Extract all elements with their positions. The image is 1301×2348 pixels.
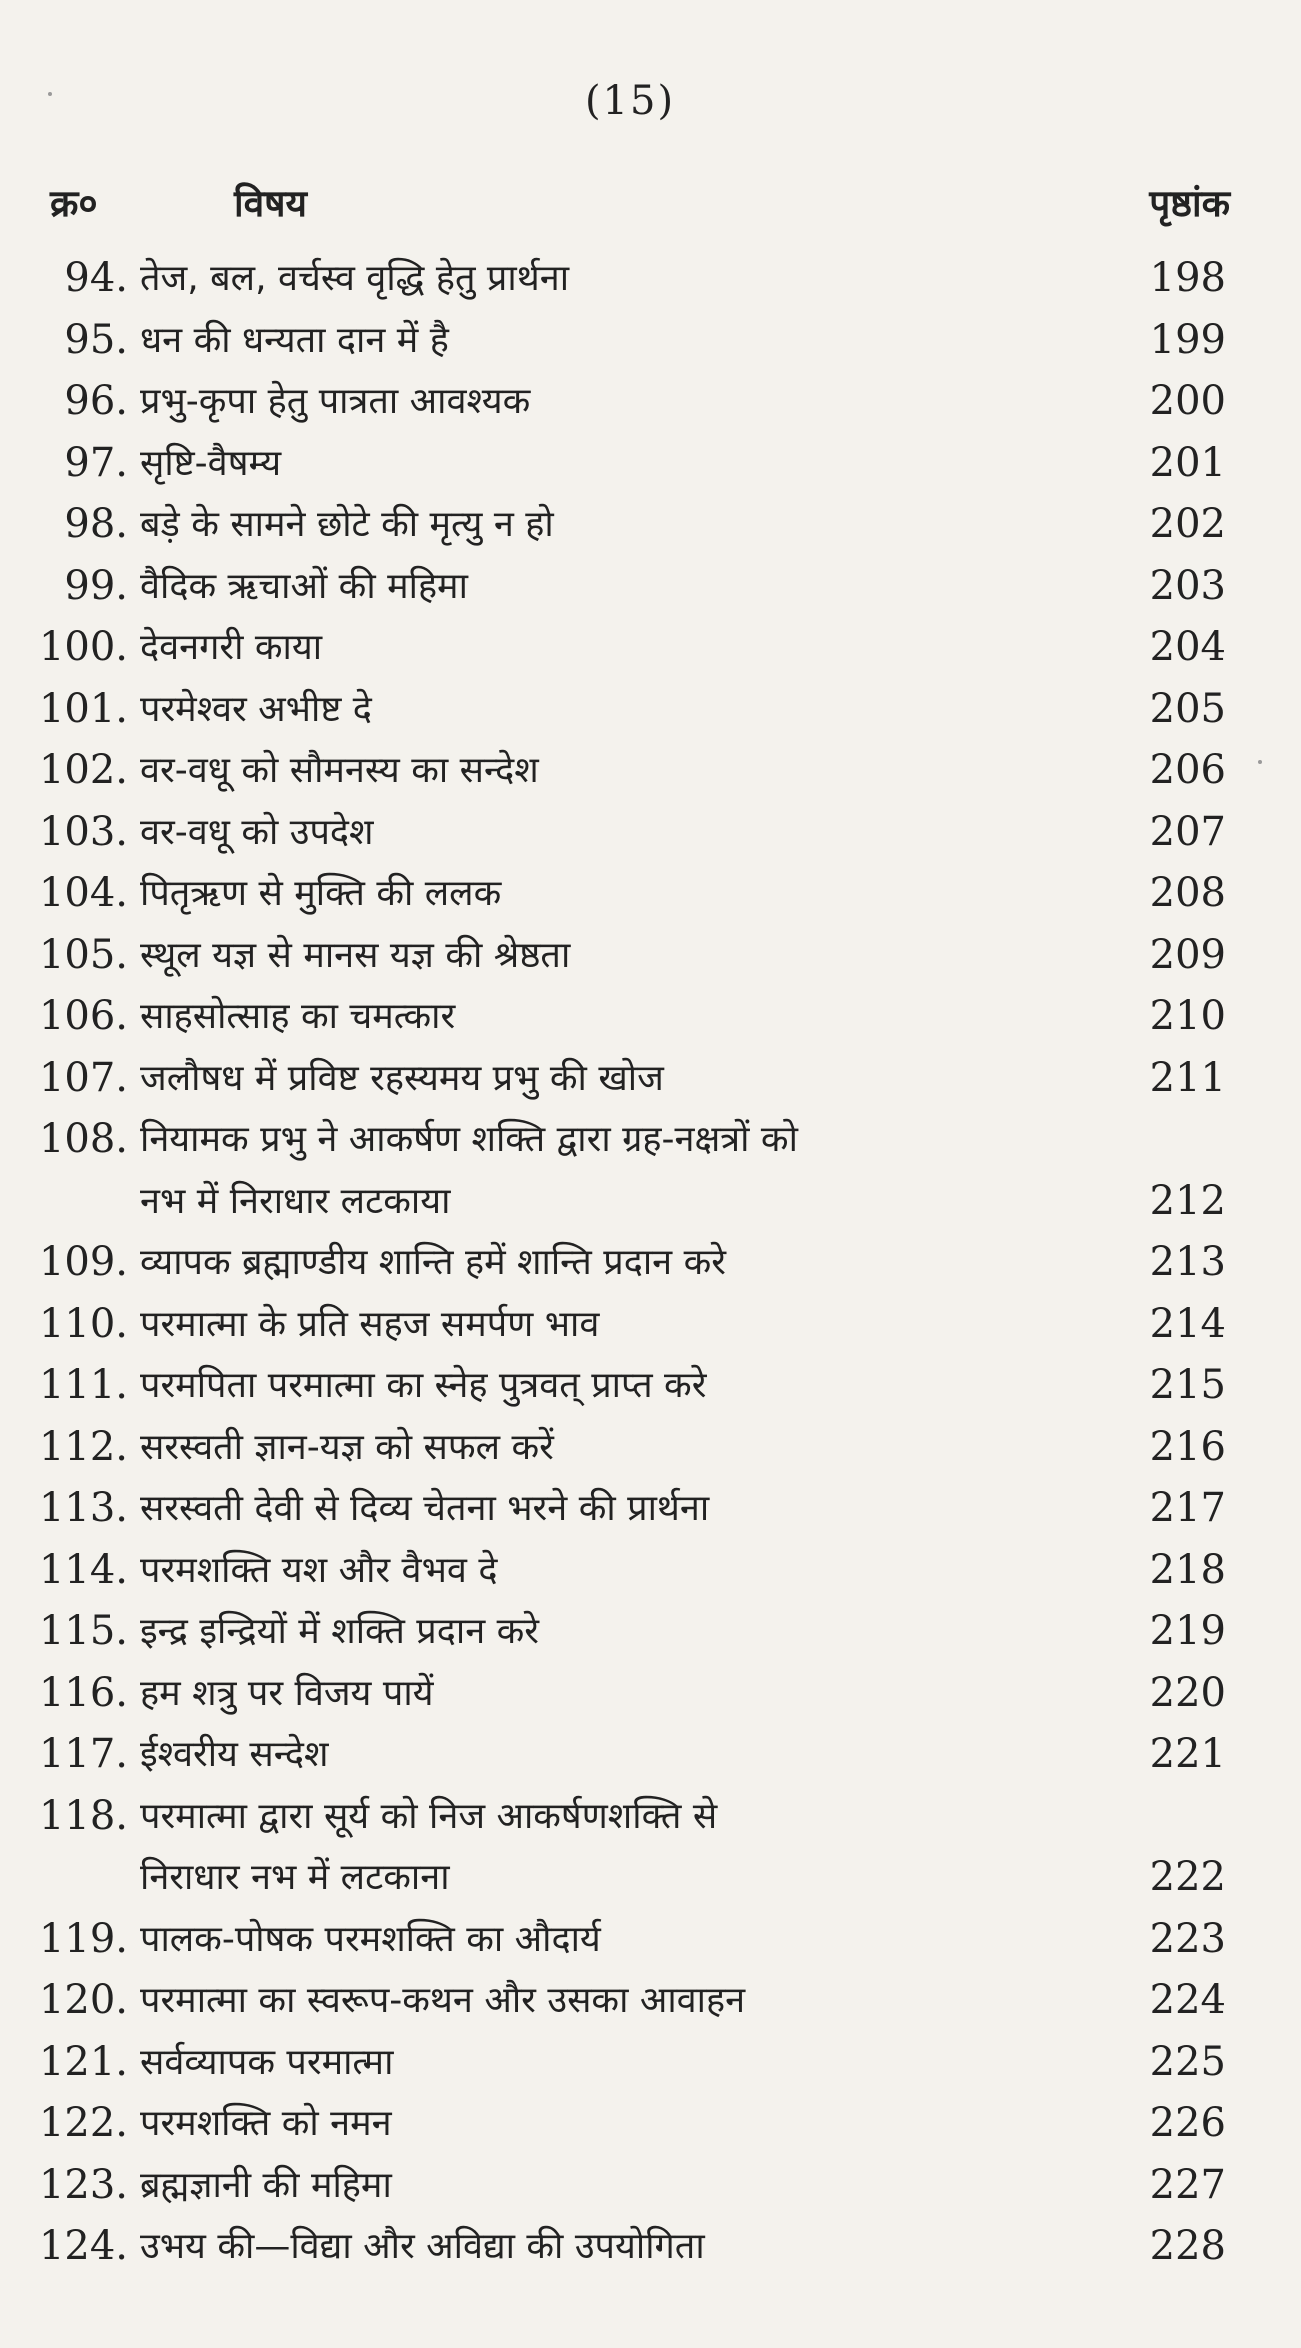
entry-page-number: 224	[1149, 1977, 1226, 2023]
entry-title-line: परमपिता परमात्मा का स्नेह पुत्रवत् प्राप्त करे	[140, 1365, 707, 1406]
entry-title-line: इन्द्र इन्द्रियों में शक्ति प्रदान करे	[140, 1611, 540, 1652]
entry-title	[140, 556, 1090, 618]
entry-title	[140, 494, 1090, 556]
entry-number: 122.	[38, 2100, 128, 2146]
entry-number: 94.	[64, 255, 128, 301]
entry-page-number: 205	[1149, 685, 1226, 732]
entry-title	[140, 1970, 1090, 2032]
entry-page-number: 198	[1149, 255, 1226, 301]
entry-page-number: 219	[1149, 1608, 1226, 1654]
toc-entry	[0, 248, 1301, 310]
toc-entry	[0, 556, 1301, 618]
toc-entry	[0, 1232, 1301, 1294]
entry-number: 102.	[38, 747, 128, 793]
toc-entry	[0, 310, 1301, 372]
entry-title-line: साहसोत्साह का चमत्कार	[140, 996, 456, 1037]
entry-number: 105.	[38, 931, 128, 978]
toc-entry	[0, 1786, 1301, 1909]
entry-title	[140, 371, 1090, 433]
toc-entry	[0, 1601, 1301, 1663]
entry-number: 115.	[38, 1608, 128, 1654]
entry-title-line: परमात्मा का स्वरूप-कथन और उसका आवाहन	[140, 1980, 746, 2021]
entry-number: 124.	[38, 2223, 128, 2269]
toc-entry	[0, 617, 1301, 679]
entry-page-number: 220	[1149, 1669, 1226, 1716]
entry-page-number: 199	[1149, 316, 1226, 363]
entry-page-number: 216	[1149, 1423, 1226, 1470]
toc-entry	[0, 371, 1301, 433]
entry-title	[140, 1417, 1090, 1479]
entry-page-number: 200	[1149, 378, 1226, 424]
entry-title-line: उभय की—विद्या और अविद्या की उपयोगिता	[140, 2226, 705, 2267]
entry-page-number: 225	[1149, 2038, 1226, 2085]
entry-title	[140, 248, 1090, 310]
entry-number: 101.	[38, 685, 128, 732]
toc-entry	[0, 1294, 1301, 1356]
entry-number: 111.	[38, 1362, 128, 1408]
entry-title-line: सरस्वती ज्ञान-यज्ञ को सफल करें	[140, 1426, 554, 1468]
toc-entry	[0, 1048, 1301, 1110]
entry-page-number: 204	[1149, 624, 1226, 670]
entry-title	[140, 1540, 1090, 1602]
entry-number: 96.	[64, 378, 128, 424]
entry-page-number: 223	[1149, 1915, 1226, 1962]
entry-number: 114.	[38, 1546, 128, 1593]
entry-title	[140, 1232, 1090, 1294]
entry-title-line: सर्वव्यापक परमात्मा	[140, 2041, 394, 2083]
toc-entry	[0, 1663, 1301, 1725]
table-of-contents	[0, 248, 1301, 2278]
entry-title	[140, 617, 1090, 679]
entry-page-number: 208	[1149, 870, 1226, 916]
header-serial-number: क्र०	[50, 182, 98, 225]
toc-entry	[0, 679, 1301, 741]
entry-title	[140, 1048, 1090, 1110]
toc-entry	[0, 1478, 1301, 1540]
entry-number: 123.	[38, 2161, 128, 2208]
entry-number: 97.	[64, 439, 128, 486]
entry-page-number: 222	[1149, 1854, 1226, 1900]
entry-number: 99.	[64, 562, 128, 609]
toc-entry	[0, 2216, 1301, 2278]
entry-title-line: परमेश्वर अभीष्ट दे	[140, 688, 372, 730]
entry-number: 95.	[64, 316, 128, 363]
paper-speck	[48, 92, 52, 96]
entry-title-line: व्यापक ब्रह्माण्डीय शान्ति हमें शान्ति प्रदान करे	[140, 1242, 726, 1283]
entry-title-line: परमात्मा द्वारा सूर्य को निज आकर्षणशक्ति से	[140, 1795, 718, 1837]
entry-title	[140, 1663, 1090, 1725]
entry-page-number: 202	[1149, 501, 1226, 547]
entry-page-number: 210	[1149, 993, 1226, 1039]
entry-title-line: देवनगरी काया	[140, 627, 323, 668]
entry-number: 103.	[38, 808, 128, 855]
entry-number: 108.	[38, 1116, 128, 1162]
entry-title-line: बड़े के सामने छोटे की मृत्यु न हो	[140, 504, 554, 545]
entry-title	[140, 679, 1090, 741]
toc-entry	[0, 986, 1301, 1048]
entry-number: 121.	[38, 2038, 128, 2085]
toc-entry	[0, 1109, 1301, 1232]
entry-title-line: स्थूल यज्ञ से मानस यज्ञ की श्रेष्ठता	[140, 934, 571, 976]
entry-number: 104.	[38, 870, 128, 916]
toc-entry	[0, 1417, 1301, 1479]
entry-page-number: 211	[1149, 1054, 1226, 1101]
entry-title	[140, 1724, 1090, 1786]
toc-entry	[0, 494, 1301, 556]
entry-title-line: वर-वधू को उपदेश	[140, 811, 374, 853]
entry-title-line: ईश्वरीय सन्देश	[140, 1734, 329, 1775]
entry-title-line: पालक-पोषक परमशक्ति का औदार्य	[140, 1918, 601, 1960]
entry-title	[140, 802, 1090, 864]
entry-title	[140, 433, 1090, 495]
entry-title	[140, 740, 1090, 802]
entry-page-number: 209	[1149, 931, 1226, 978]
entry-title	[140, 2032, 1090, 2094]
entry-number: 107.	[38, 1054, 128, 1101]
entry-number: 120.	[38, 1977, 128, 2023]
entry-number: 113.	[38, 1485, 128, 1531]
header-subject: विषय	[234, 182, 308, 225]
entry-title-line: पितृऋण से मुक्ति की ललक	[140, 873, 502, 914]
entry-title-line: नभ में निराधार लटकाया	[140, 1180, 451, 1222]
entry-page-number: 214	[1149, 1300, 1226, 1347]
toc-entry	[0, 802, 1301, 864]
entry-number: 119.	[38, 1915, 128, 1962]
entry-number: 110.	[38, 1300, 128, 1347]
entry-number: 117.	[38, 1731, 128, 1777]
toc-entry	[0, 2032, 1301, 2094]
toc-entry	[0, 740, 1301, 802]
entry-page-number: 217	[1149, 1485, 1226, 1531]
entry-title	[140, 2093, 1090, 2155]
entry-page-number: 221	[1149, 1731, 1226, 1777]
entry-title-line: ब्रह्मज्ञानी की महिमा	[140, 2164, 392, 2206]
toc-header	[50, 176, 1230, 232]
entry-title-line: तेज, बल, वर्चस्व वृद्धि हेतु प्रार्थना	[140, 258, 570, 299]
entry-title	[140, 1355, 1090, 1417]
entry-title-line: वैदिक ऋचाओं की महिमा	[140, 565, 468, 607]
entry-title	[140, 1909, 1090, 1971]
entry-title	[140, 1786, 1090, 1909]
entry-page-number: 206	[1149, 747, 1226, 793]
entry-title-line: निराधार नभ में लटकाना	[140, 1857, 450, 1898]
toc-entry	[0, 925, 1301, 987]
entry-number: 109.	[38, 1239, 128, 1285]
entry-number: 112.	[38, 1423, 128, 1470]
entry-number: 98.	[64, 501, 128, 547]
entry-title-line: परमशक्ति यश और वैभव दे	[140, 1549, 498, 1591]
toc-entry	[0, 1724, 1301, 1786]
entry-title	[140, 310, 1090, 372]
entry-title-line: सृष्टि-वैषम्य	[140, 442, 282, 484]
entry-number: 106.	[38, 993, 128, 1039]
paper-speck	[1258, 760, 1262, 764]
toc-entry	[0, 2093, 1301, 2155]
entry-title	[140, 1601, 1090, 1663]
entry-title	[140, 1294, 1090, 1356]
entry-page-number: 203	[1149, 562, 1226, 609]
entry-title-line: हम शत्रु पर विजय पायें	[140, 1672, 434, 1714]
entry-title-line: धन की धन्यता दान में है	[140, 319, 449, 361]
toc-entry	[0, 2155, 1301, 2217]
entry-page-number: 201	[1149, 439, 1226, 486]
entry-title-line: परमशक्ति को नमन	[140, 2103, 392, 2144]
entry-page-number: 215	[1149, 1362, 1226, 1408]
toc-entry	[0, 1909, 1301, 1971]
entry-page-number: 227	[1149, 2161, 1226, 2208]
toc-entry	[0, 1355, 1301, 1417]
entry-title-line: नियामक प्रभु ने आकर्षण शक्ति द्वारा ग्रह-नक्षत्रों को	[140, 1119, 798, 1160]
entry-page-number: 226	[1149, 2100, 1226, 2146]
entry-title	[140, 2155, 1090, 2217]
entry-title	[140, 1109, 1090, 1232]
entry-number: 118.	[38, 1792, 128, 1839]
entry-page-number: 207	[1149, 808, 1226, 855]
header-page-number: पृष्ठांक	[1149, 182, 1230, 225]
entry-page-number: 212	[1149, 1177, 1226, 1224]
toc-entry	[0, 1540, 1301, 1602]
entry-page-number: 228	[1149, 2223, 1226, 2269]
toc-entry	[0, 863, 1301, 925]
entry-title	[140, 1478, 1090, 1540]
entry-title-line: प्रभु-कृपा हेतु पात्रता आवश्यक	[140, 381, 531, 422]
entry-title	[140, 863, 1090, 925]
entry-page-number: 218	[1149, 1546, 1226, 1593]
entry-title	[140, 925, 1090, 987]
page-number: (15)	[584, 78, 676, 124]
toc-entry	[0, 433, 1301, 495]
entry-number: 116.	[38, 1669, 128, 1716]
entry-title	[140, 986, 1090, 1048]
entry-title-line: जलौषध में प्रविष्ट रहस्यमय प्रभु की खोज	[140, 1057, 664, 1099]
entry-title-line: परमात्मा के प्रति सहज समर्पण भाव	[140, 1303, 600, 1345]
entry-page-number: 213	[1149, 1239, 1226, 1285]
entry-title-line: सरस्वती देवी से दिव्य चेतना भरने की प्रार्थना	[140, 1488, 710, 1529]
entry-title-line: वर-वधू को सौमनस्य का सन्देश	[140, 750, 539, 791]
entry-title	[140, 2216, 1090, 2278]
toc-entry	[0, 1970, 1301, 2032]
entry-number: 100.	[38, 624, 128, 670]
